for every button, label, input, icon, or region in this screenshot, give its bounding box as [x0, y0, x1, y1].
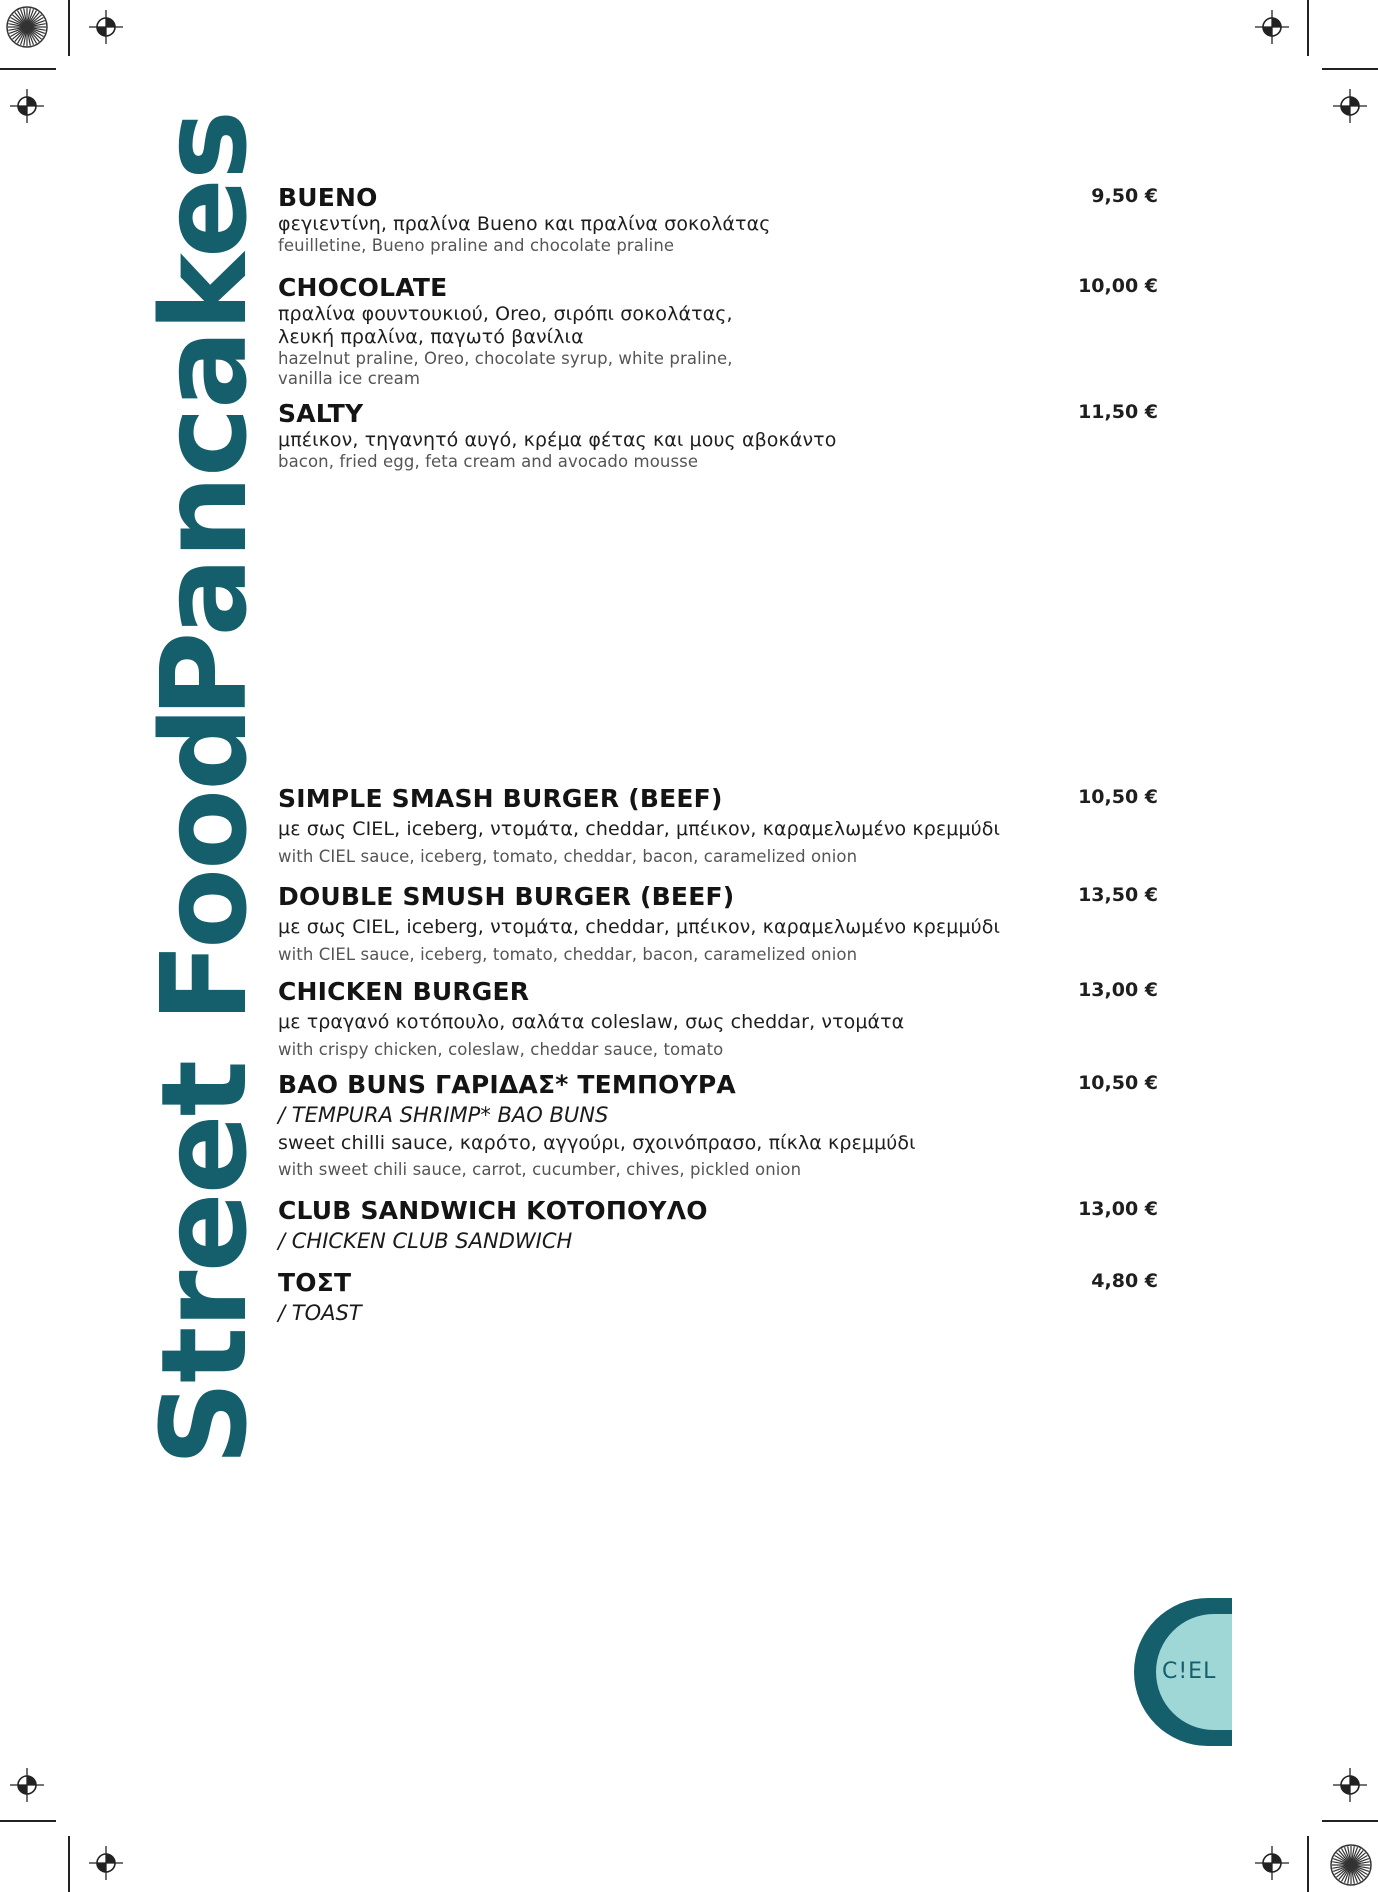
item-price: 10,00 € [1078, 275, 1158, 297]
item-description-greek: φεγιεντίνη, πραλίνα Bueno και πραλίνα σοκολάτας [278, 213, 771, 235]
registration-mark-icon [1255, 1846, 1289, 1880]
item-description-english: with sweet chili sauce, carrot, cucumber, chives, pickled onion [278, 1160, 802, 1179]
item-price: 13,50 € [1078, 884, 1158, 906]
menu-item-simple-smash-burger [278, 784, 1158, 870]
item-description-english: with CIEL sauce, iceberg, tomato, cheddar, bacon, caramelized onion [278, 847, 858, 866]
item-name: CHICKEN BURGER [278, 977, 530, 1006]
starburst-icon [6, 6, 48, 48]
menu-item-chicken-burger [278, 977, 1158, 1063]
crop-mark-icon [1322, 1820, 1378, 1822]
menu-item-salty [278, 399, 1158, 472]
item-price: 4,80 € [1091, 1270, 1158, 1292]
item-name: BAO BUNS ΓΑΡΙΔΑΣ* ΤΕΜΠΟΥΡΑ [278, 1070, 736, 1099]
item-description-greek: με σως CIEL, iceberg, ντομάτα, cheddar, μπέικον, καραμελωμένο κρεμμύδι [278, 818, 1000, 840]
item-description-english: bacon, fried egg, feta cream and avocado mousse [278, 452, 699, 471]
crop-mark-icon [1307, 1836, 1309, 1892]
item-description-english: with CIEL sauce, iceberg, tomato, cheddar, bacon, caramelized onion [278, 945, 858, 964]
menu-item-bao-buns [278, 1070, 1158, 1184]
crop-mark-icon [1322, 68, 1378, 70]
item-price: 10,50 € [1078, 1072, 1158, 1094]
registration-mark-icon [10, 1768, 44, 1802]
item-description-greek: λευκή πραλίνα, παγωτό βανίλια [278, 326, 584, 348]
item-price: 11,50 € [1078, 401, 1158, 423]
item-price: 10,50 € [1078, 786, 1158, 808]
item-description-greek: μπέικον, τηγανητό αυγό, κρέμα φέτας και μους αβοκάντο [278, 429, 837, 451]
item-subtitle: / TEMPURA SHRIMP* BAO BUNS [278, 1103, 609, 1127]
item-price: 13,00 € [1078, 1198, 1158, 1220]
item-name: ΤΟΣΤ [278, 1268, 352, 1297]
item-description-english: feuilletine, Bueno praline and chocolate praline [278, 236, 675, 255]
item-price: 13,00 € [1078, 979, 1158, 1001]
item-name: BUENO [278, 183, 378, 212]
crop-mark-icon [68, 1836, 70, 1892]
item-description-greek: με τραγανό κοτόπουλο, σαλάτα coleslaw, σως cheddar, ντομάτα [278, 1011, 905, 1033]
crop-mark-icon [68, 0, 70, 56]
item-price: 9,50 € [1091, 185, 1158, 207]
registration-mark-icon [10, 89, 44, 123]
item-name: SIMPLE SMASH BURGER (BEEF) [278, 784, 723, 813]
registration-mark-icon [1255, 10, 1289, 44]
item-description-english: with crispy chicken, coleslaw, cheddar sauce, tomato [278, 1040, 724, 1059]
crop-mark-icon [1307, 0, 1309, 56]
item-description-english: vanilla ice cream [278, 369, 421, 388]
item-description-english: hazelnut praline, Oreo, chocolate syrup, white praline, [278, 349, 733, 368]
item-subtitle: / CHICKEN CLUB SANDWICH [278, 1229, 573, 1253]
item-description-greek: με σως CIEL, iceberg, ντομάτα, cheddar, μπέικον, καραμελωμένο κρεμμύδι [278, 916, 1000, 938]
menu-item-toast [278, 1268, 1158, 1328]
item-name: CHOCOLATE [278, 273, 448, 302]
item-description-greek: sweet chilli sauce, καρότο, αγγούρι, σχοινόπρασο, πίκλα κρεμμύδι [278, 1132, 916, 1154]
registration-mark-icon [89, 10, 123, 44]
menu-item-bueno [278, 183, 1158, 256]
item-name: SALTY [278, 399, 364, 428]
item-name: DOUBLE SMUSH BURGER (BEEF) [278, 882, 735, 911]
registration-mark-icon [1333, 89, 1367, 123]
logo-wordmark: C!EL [1162, 1659, 1217, 1684]
registration-mark-icon [1333, 1768, 1367, 1802]
menu-item-chocolate [278, 273, 1158, 389]
starburst-icon [1330, 1844, 1372, 1886]
crop-mark-icon [0, 68, 56, 70]
item-description-greek: πραλίνα φουντουκιού, Oreo, σιρόπι σοκολάτας, [278, 303, 733, 325]
menu-item-double-smush-burger [278, 882, 1158, 968]
registration-mark-icon [89, 1846, 123, 1880]
crop-mark-icon [0, 1820, 56, 1822]
menu-item-club-sandwich [278, 1196, 1158, 1256]
item-name: CLUB SANDWICH ΚΟΤΟΠΟΥΛΟ [278, 1196, 708, 1225]
item-subtitle: / TOAST [278, 1301, 362, 1325]
section-title-pancakes: Pancakes [135, 111, 273, 718]
section-title-street-food: Street Food [135, 708, 273, 1466]
